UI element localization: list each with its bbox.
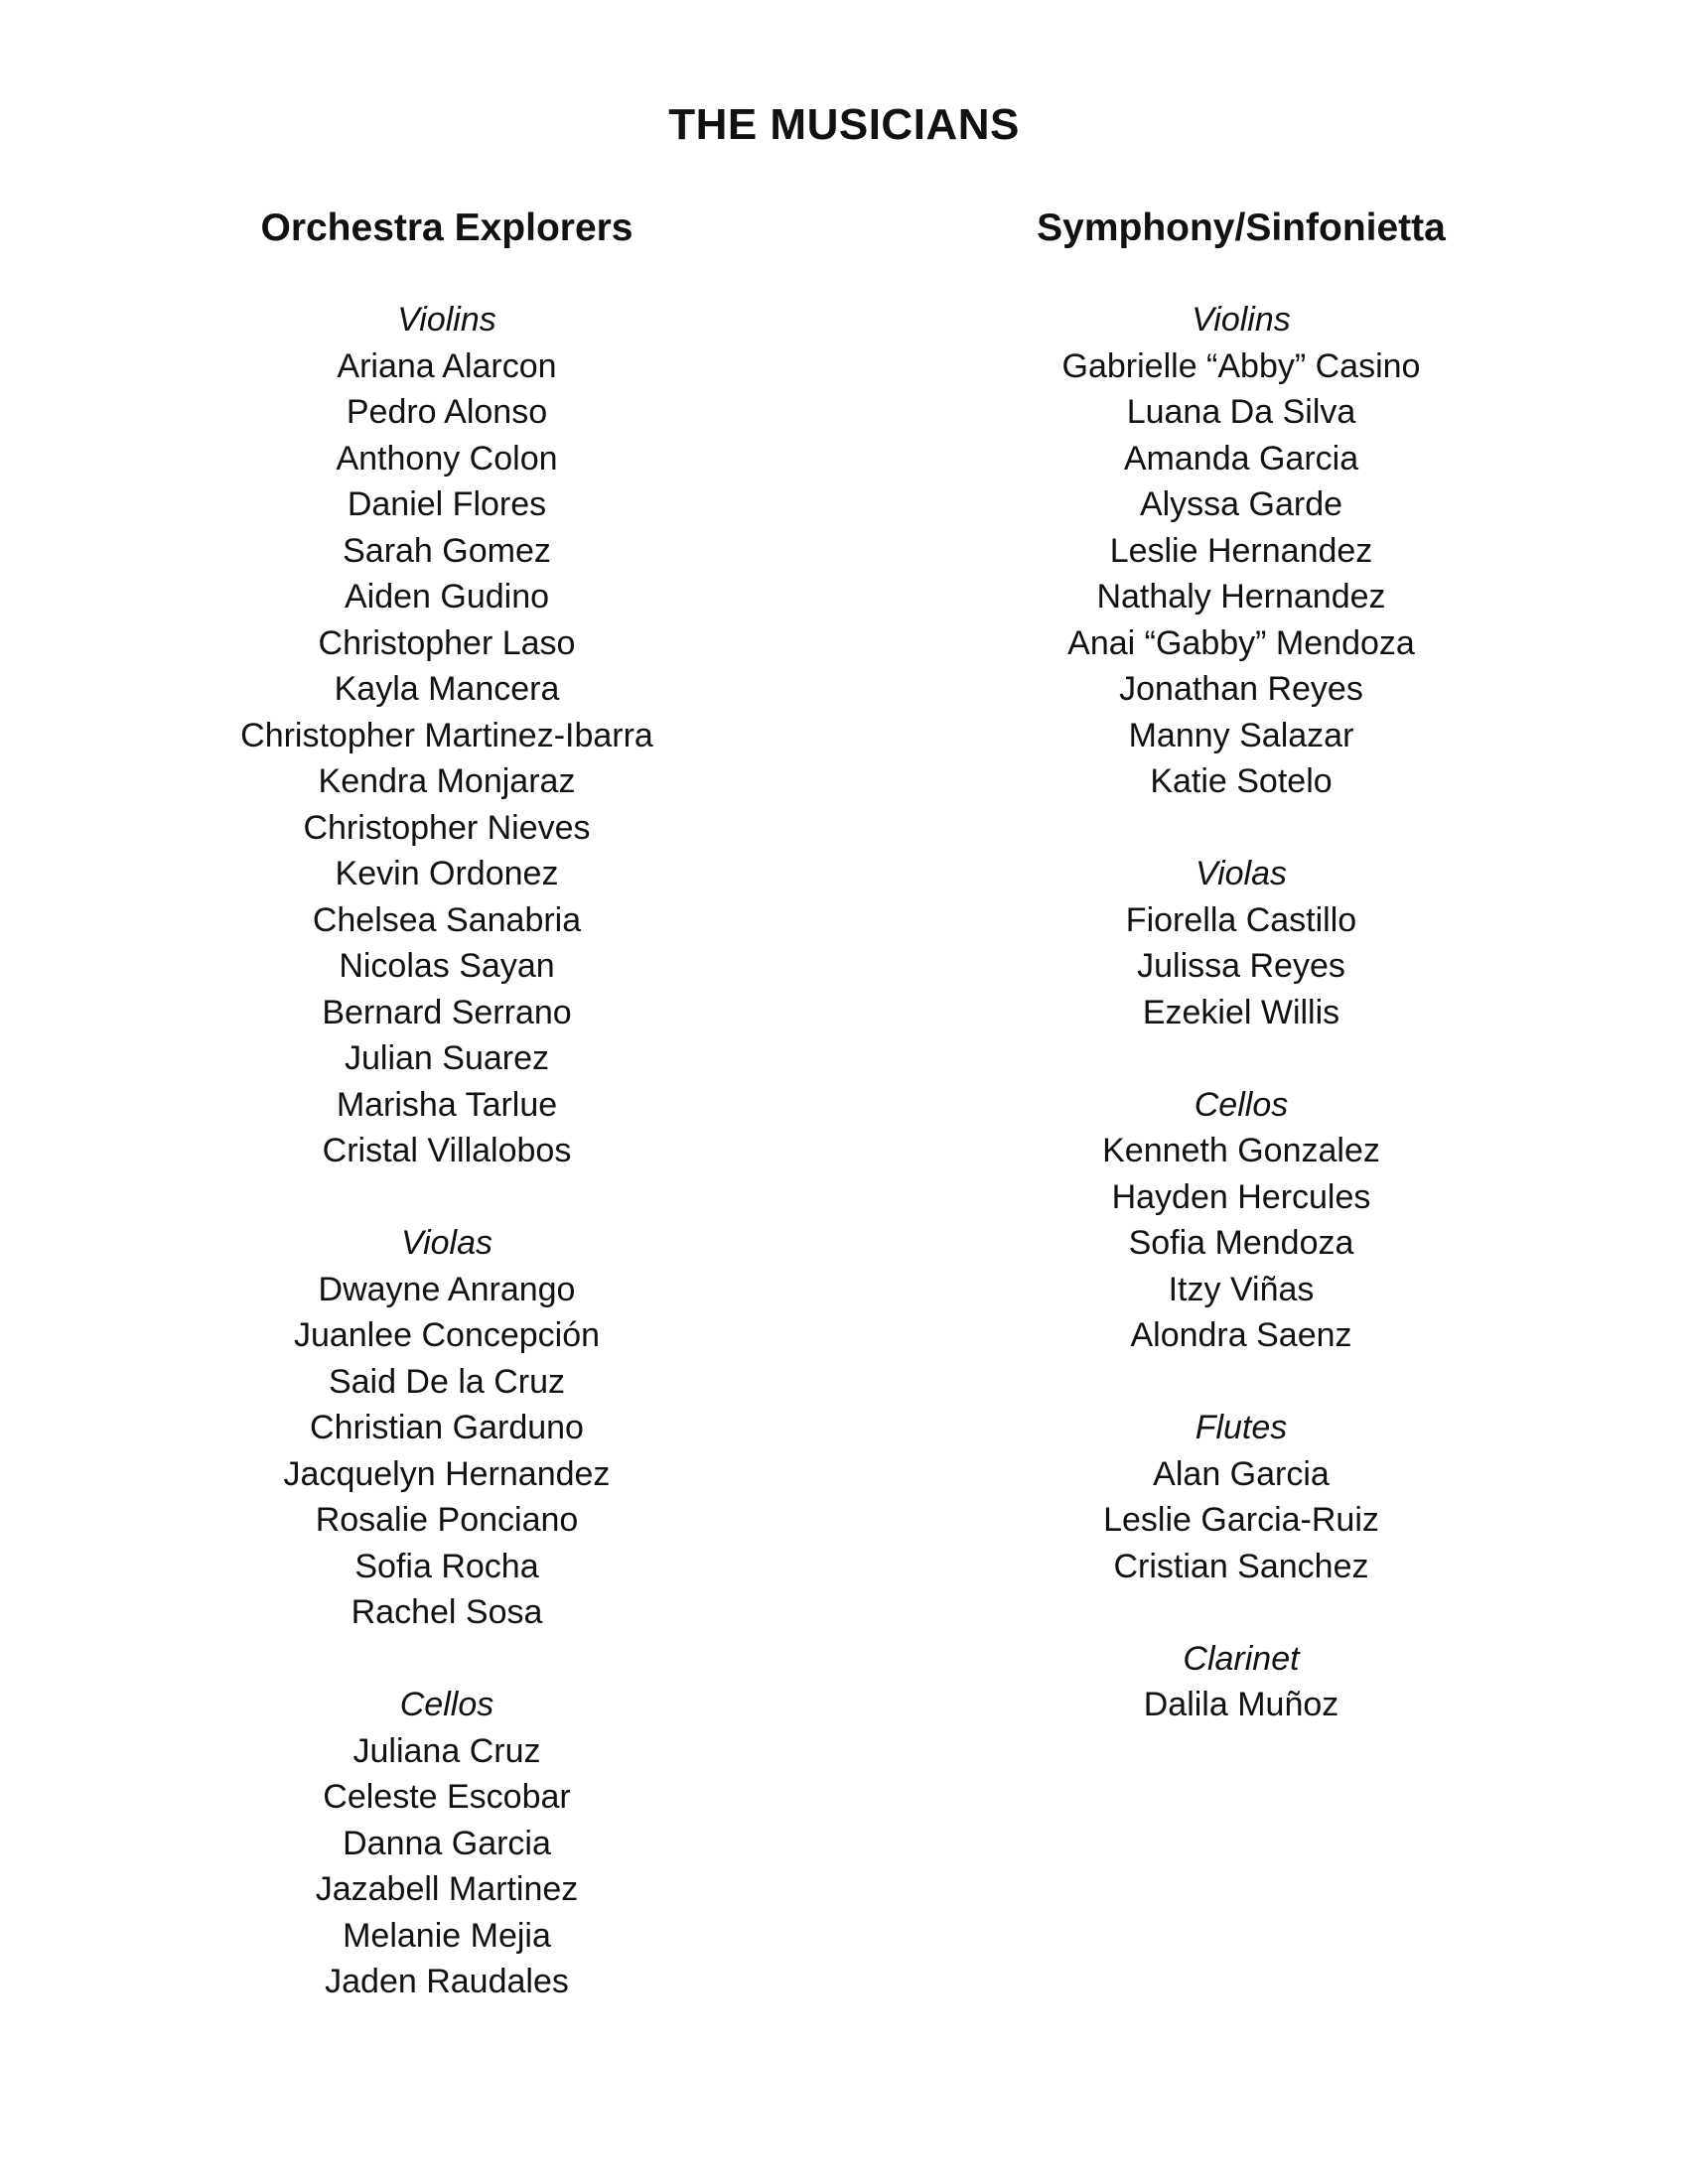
- musician-name: Christopher Laso: [318, 623, 576, 662]
- musician-name: Hayden Hercules: [1111, 1177, 1371, 1216]
- musician-name: Christopher Martinez-Ibarra: [240, 716, 653, 754]
- section-heading: Cellos: [399, 1686, 494, 1723]
- instrument-section-violas: [894, 851, 1589, 1035]
- musician-name: Kevin Ordonez: [335, 855, 559, 892]
- column-title: Symphony/Sinfonietta: [1037, 206, 1446, 249]
- musician-name: Leslie Garcia-Ruiz: [1103, 1501, 1379, 1539]
- musician-name: Sofia Mendoza: [1128, 1224, 1354, 1262]
- musician-name: Daniel Flores: [347, 485, 547, 523]
- musician-name: Leslie Hernandez: [1109, 531, 1373, 570]
- musician-name: Jacquelyn Hernandez: [283, 1454, 611, 1493]
- section-heading: Cellos: [1194, 1085, 1289, 1124]
- musician-name: Fiorella Castillo: [1125, 900, 1357, 939]
- instrument-section-flutes: [894, 1405, 1589, 1589]
- instrument-section-cellos: [99, 1682, 794, 2005]
- musician-name: Marisha Tarlue: [336, 1085, 558, 1124]
- musician-name: Kayla Mancera: [334, 670, 560, 708]
- section-list: [894, 297, 1589, 1728]
- column-orchestra-explorers: [99, 199, 794, 2051]
- musician-name: Rosalie Ponciano: [315, 1501, 579, 1539]
- section-heading: Violins: [1192, 301, 1291, 339]
- musician-name: Celeste Escobar: [323, 1778, 571, 1816]
- musician-name: Alyssa Garde: [1139, 485, 1343, 523]
- musician-name: Julian Suarez: [344, 1039, 549, 1077]
- instrument-section-violins: [99, 297, 794, 1174]
- musician-name: Pedro Alonso: [346, 393, 548, 431]
- instrument-section-violas: [99, 1220, 794, 1636]
- musician-name: Nicolas Sayan: [339, 947, 555, 985]
- section-list: [99, 297, 794, 2005]
- musician-name: Jonathan Reyes: [1119, 670, 1363, 708]
- musician-name: Manny Salazar: [1128, 716, 1354, 754]
- musician-name: Amanda Garcia: [1123, 439, 1359, 478]
- musician-name: Cristian Sanchez: [1113, 1547, 1369, 1585]
- musician-name: Katie Sotelo: [1150, 762, 1333, 800]
- instrument-section-clarinet: [894, 1636, 1589, 1728]
- column-title: Orchestra Explorers: [260, 206, 633, 249]
- musician-name: Christian Garduno: [310, 1409, 584, 1446]
- musician-name: Anthony Colon: [336, 439, 558, 478]
- musician-name: Jazabell Martinez: [315, 1870, 579, 1908]
- musician-name: Chelsea Sanabria: [312, 900, 582, 939]
- musician-name: Alan Garcia: [1153, 1454, 1330, 1493]
- musician-name: Alondra Saenz: [1130, 1316, 1352, 1354]
- musician-name: Nathaly Hernandez: [1096, 578, 1386, 615]
- musician-name: Sofia Rocha: [354, 1547, 539, 1585]
- musician-name: Jaden Raudales: [325, 1963, 569, 2000]
- page-title: THE MUSICIANS: [668, 100, 1020, 149]
- musician-name: Aiden Gudino: [344, 578, 550, 615]
- section-heading: Violas: [1196, 855, 1287, 892]
- instrument-section-violins: [894, 297, 1589, 805]
- musician-name: Bernard Serrano: [322, 993, 572, 1031]
- musician-name: Dwayne Anrango: [318, 1270, 576, 1308]
- musician-name: Luana Da Silva: [1126, 393, 1356, 431]
- musician-name: Said De la Cruz: [328, 1362, 566, 1401]
- musician-name: Christopher Nieves: [303, 808, 591, 847]
- musician-name: Melanie Mejia: [343, 1916, 551, 1955]
- musician-name: Danna Garcia: [343, 1824, 551, 1862]
- musician-name: Kendra Monjaraz: [318, 762, 576, 800]
- section-heading: Violins: [397, 301, 496, 339]
- musician-name: Julissa Reyes: [1137, 947, 1345, 985]
- musician-name: Ariana Alarcon: [337, 346, 557, 385]
- musician-name: Rachel Sosa: [351, 1593, 543, 1631]
- musician-name: Cristal Villalobos: [322, 1132, 572, 1169]
- musician-name: Gabrielle “Abby” Casino: [1061, 346, 1421, 385]
- section-heading: Violas: [401, 1224, 492, 1262]
- musician-name: Juliana Cruz: [352, 1731, 541, 1770]
- section-heading: Clarinet: [1183, 1639, 1300, 1678]
- section-heading: Flutes: [1195, 1409, 1288, 1446]
- musician-name: Itzy Viñas: [1168, 1270, 1315, 1308]
- musician-name: Ezekiel Willis: [1142, 993, 1340, 1031]
- musician-name: Sarah Gomez: [343, 531, 551, 570]
- musician-name: Kenneth Gonzalez: [1102, 1132, 1380, 1169]
- musician-name: Dalila Muñoz: [1143, 1686, 1339, 1723]
- instrument-section-cellos: [894, 1082, 1589, 1359]
- column-symphony-sinfonietta: [894, 199, 1589, 1774]
- musician-name: Juanlee Concepción: [293, 1316, 601, 1354]
- musician-name: Anai “Gabby” Mendoza: [1067, 623, 1415, 662]
